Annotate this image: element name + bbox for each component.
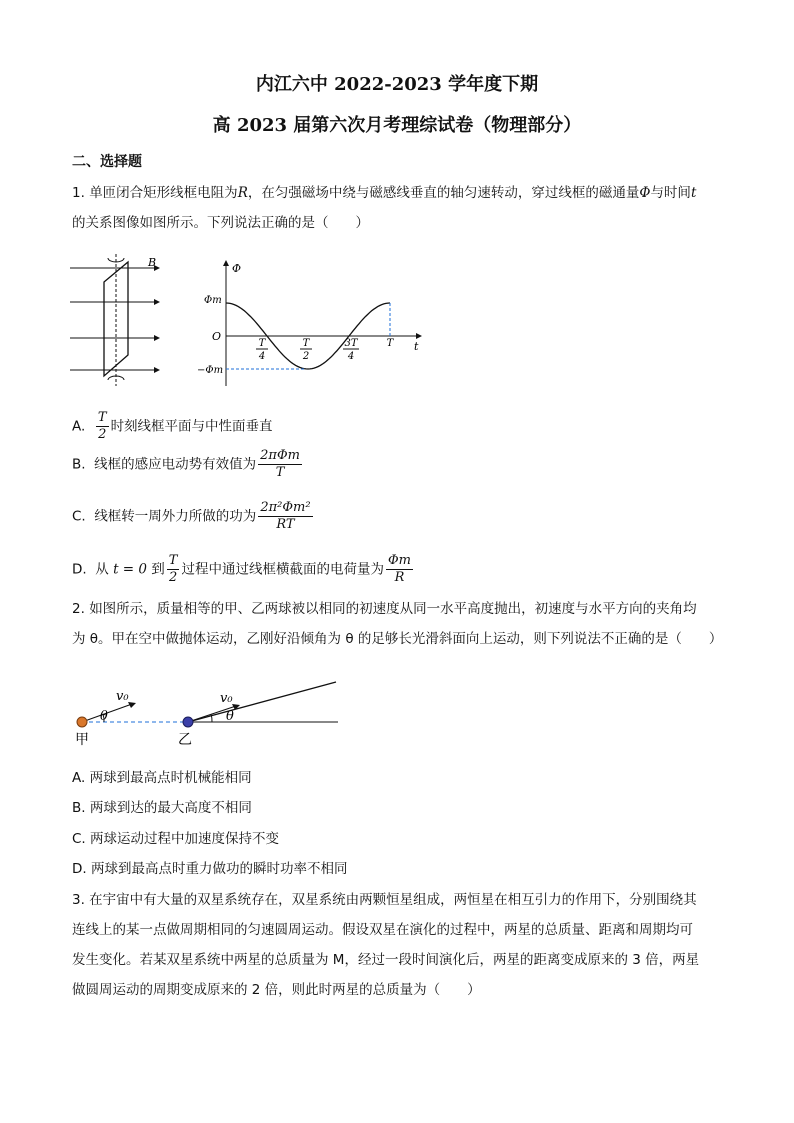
x-axis-label: t	[414, 340, 419, 353]
tick-3t4-den: 4	[347, 351, 355, 362]
neg-phim-label: −Φm	[197, 365, 224, 376]
exam-title: 内江六中 2022-2023 学年度下期	[255, 74, 539, 95]
tick-t2-num: T	[302, 338, 310, 349]
label-jia: 甲	[75, 732, 89, 748]
q2-option-b[interactable]: B. 两球到达的最大高度不相同	[72, 800, 252, 816]
section-heading: 二、选择题	[72, 154, 142, 170]
q3-stem: 3. 在宇宙中有大量的双星系统存在，双星系统由两颗恒星组成，两恒星在相互引力的作用下，分别围绕其 连线上的某一点做周期相同的匀速圆周运动。假设双星在演化的过程中，两星的总质量、距离和周期均可 发生变化。若某双星系统中两星的总质量为 M，经过一段时间演化后，两星的距离变成原来的 3 倍，两星 做圆周运动的周期变成原来的 2 倍，则此时两星的总质量为（ ）	[72, 892, 700, 998]
coil-figure	[66, 250, 176, 390]
tick-t4-den: 4	[258, 351, 266, 362]
tick-t2-den: 2	[302, 351, 310, 362]
theta-label-yi: θ	[226, 709, 234, 724]
exam-subtitle: 高 2023 届第六次月考理综试卷（物理部分）	[212, 115, 582, 136]
theta-label-jia: θ	[100, 709, 108, 724]
tick-t4-num: T	[258, 338, 266, 349]
field-label-B: B	[148, 256, 157, 269]
q2-stem: 2. 如图所示，质量相等的甲、乙两球被以相同的初速度从同一水平高度抛出，初速度与水平方向的夹角均 为 θ。甲在空中做抛体运动，乙刚好沿倾角为 θ 的足够长光滑斜面向上运动，则下列说法不正确的是（ ）	[72, 601, 723, 647]
phim-label: Φm	[204, 295, 222, 306]
tick-3t4-num: 3T	[344, 338, 358, 349]
projectile-figure	[70, 680, 350, 748]
origin-label: O	[212, 330, 222, 343]
incline-surface	[188, 682, 336, 722]
q1-stem: 1. 单匝闭合矩形线框电阻为R，在匀强磁场中绕与磁感线垂直的轴匀速转动，穿过线框的磁通量Φ与时间t 的关系图像如图所示。下列说法正确的是（ ）	[72, 185, 697, 231]
ball-jia	[77, 717, 87, 727]
flux-time-graph	[196, 258, 426, 388]
tick-T: T	[386, 338, 394, 349]
q1-option-d[interactable]: D. 从 t = 0 到 $\frac{T}{2}$ 过程中通过线框横截面的电荷量为 $\frac{\Phi m}{R}$	[72, 553, 411, 585]
q2-option-d[interactable]: D. 两球到最高点时重力做功的瞬时功率不相同	[72, 861, 348, 877]
v0-label-yi: v₀	[220, 691, 233, 706]
q2-option-a[interactable]: A. 两球到最高点时机械能相同	[72, 770, 252, 786]
v0-label-jia: v₀	[116, 689, 129, 704]
q2-option-c[interactable]: C. 两球运动过程中加速度保持不变	[72, 831, 280, 847]
ball-yi	[183, 717, 193, 727]
q1-option-b[interactable]: B. 线框的感应电动势有效值为 $\frac{\text{2πΦm}}{T}$	[72, 448, 300, 480]
label-yi: 乙	[178, 732, 192, 748]
q1-option-c[interactable]: C. 线框转一周外力所做的功为 $\frac{\text{2π²Φm²}}{RT}$	[72, 500, 311, 532]
q1-option-a[interactable]: A. $\frac{T}{2}$ 时刻线框平面与中性面垂直	[72, 410, 273, 442]
y-axis-label: Φ	[232, 262, 242, 275]
